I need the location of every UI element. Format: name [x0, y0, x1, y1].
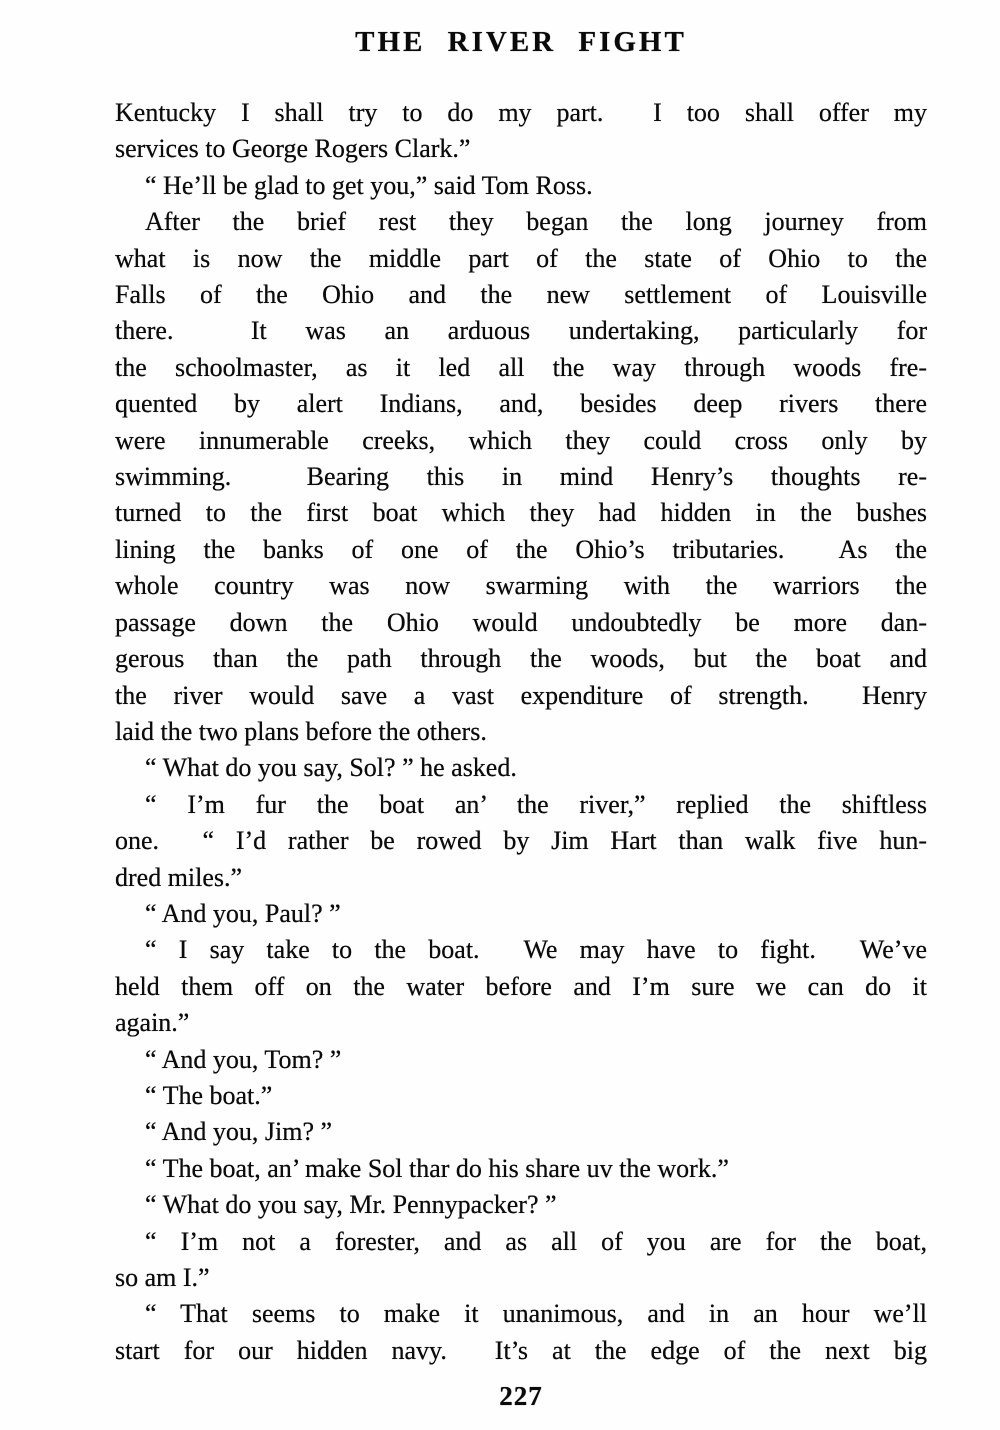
text-line: “ The boat, an’ make Sol thar do his share uv the work.” [145, 1153, 729, 1183]
chapter-title: THE RIVER FIGHT [355, 26, 687, 58]
text-line: “ I’m fur the boat an’ the river,” replied the shiftless [145, 789, 927, 819]
text-line: swimming. Bearing this in mind Henry’s thoughts re- [115, 462, 927, 492]
text-line: “ And you, Paul? ” [145, 898, 341, 928]
text-line: gerous than the path through the woods, but the boat and [115, 644, 927, 674]
text-line: After the brief rest they began the long journey from [145, 207, 927, 237]
text-line: the river would save a vast expenditure of strength. Henry [115, 680, 927, 710]
text-line: “ And you, Jim? ” [145, 1117, 333, 1147]
text-line: quented by alert Indians, and, besides deep rivers there [115, 389, 927, 419]
text-line: the schoolmaster, as it led all the way through woods fre- [115, 352, 927, 382]
text-line: so am I.” [115, 1263, 210, 1292]
text-block [115, 95, 927, 1369]
text-line: one. “ I’d rather be rowed by Jim Hart than walk five hun- [115, 826, 927, 856]
text-line: “ What do you say, Sol? ” he asked. [145, 753, 517, 783]
text-line: “ And you, Tom? ” [145, 1044, 342, 1074]
text-line: laid the two plans before the others. [115, 716, 487, 746]
text-line: lining the banks of one of the Ohio’s tributaries. As the [115, 534, 927, 564]
text-line: there. It was an arduous undertaking, particularly for [115, 316, 927, 346]
text-line: Falls of the Ohio and the new settlement of Louisville [115, 280, 927, 310]
page-number: 227 [499, 1381, 543, 1411]
text-line: again.” [115, 1008, 190, 1038]
text-line: “ That seems to make it unanimous, and in an hour we’ll [145, 1299, 927, 1329]
text-line: whole country was now swarming with the warriors the [115, 571, 927, 601]
text-line: “ I say take to the boat. We may have to fight. We’ve [145, 935, 927, 965]
text-line: what is now the middle part of the state of Ohio to the [115, 243, 927, 273]
text-line: turned to the first boat which they had hidden in the bushes [115, 498, 927, 528]
text-line: dred miles.” [115, 862, 243, 892]
text-line: “ I’m not a forester, and as all of you are for the boat, [145, 1226, 927, 1256]
text-line: “ The boat.” [145, 1080, 273, 1110]
text-line: held them off on the water before and I’m sure we can do it [115, 971, 927, 1001]
text-line: services to George Rogers Clark.” [115, 134, 471, 164]
text-line: “ He’ll be glad to get you,” said Tom Ross. [145, 170, 593, 200]
text-line: “ What do you say, Mr. Pennypacker? ” [145, 1190, 557, 1220]
text-line: start for our hidden navy. It’s at the edge of the next big [115, 1335, 927, 1365]
text-line: were innumerable creeks, which they could cross only by [115, 425, 927, 455]
text-line: Kentucky I shall try to do my part. I too shall offer my [115, 98, 927, 127]
text-line: passage down the Ohio would undoubtedly be more dan- [115, 607, 927, 637]
